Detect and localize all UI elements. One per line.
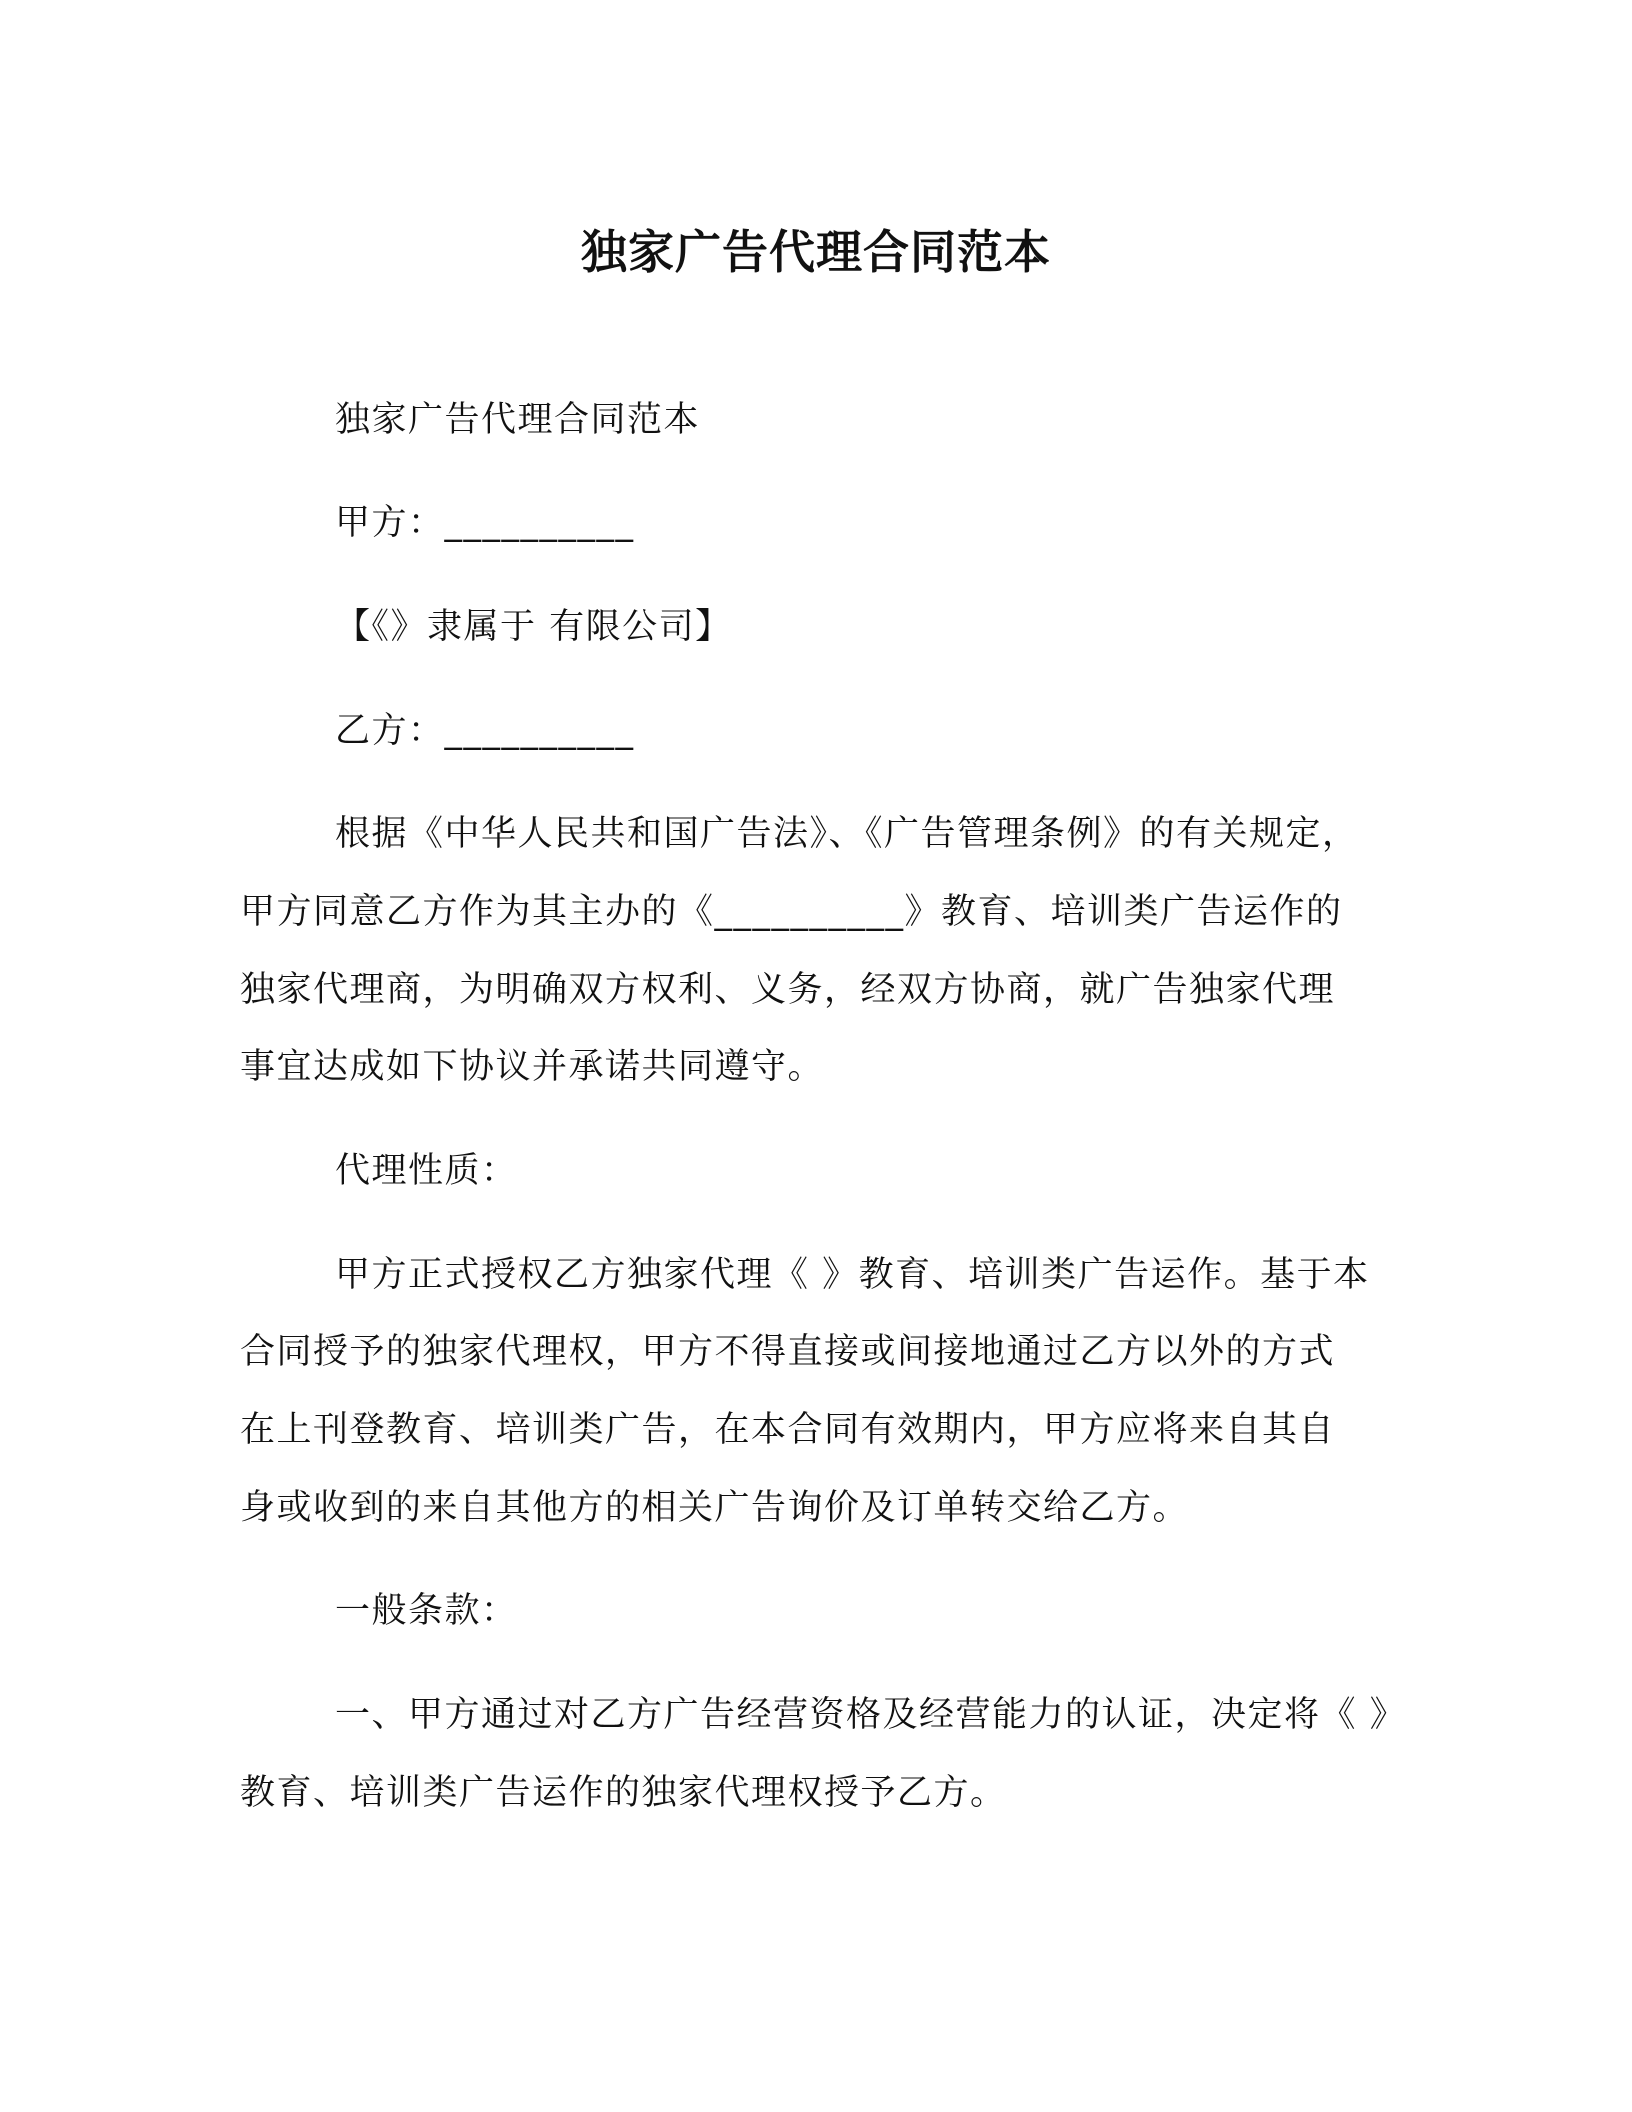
document-subtitle: 独家广告代理合同范本: [335, 400, 701, 440]
party-b-line: 乙方：__________: [335, 711, 635, 751]
document-title: 独家广告代理合同范本: [581, 225, 1051, 279]
nature-paragraph-line: 在上刊登教育、培训类广告，在本合同有效期内，甲方应将来自其自: [240, 1410, 1336, 1450]
nature-paragraph-line: 合同授予的独家代理权，甲方不得直接或间接地通过乙方以外的方式: [240, 1332, 1336, 1372]
preamble-line: 事宜达成如下协议并承诺共同遵守。: [240, 1047, 825, 1087]
preamble-line: 根据《中华人民共和国广告法》、《广告管理条例》的有关规定，: [335, 814, 1359, 854]
general-terms-heading: 一般条款：: [335, 1591, 518, 1631]
nature-heading: 代理性质：: [335, 1151, 518, 1191]
party-a-line: 甲方：__________: [335, 503, 635, 543]
clause-line: 一、甲方通过对乙方广告经营资格及经营能力的认证，决定将《 》: [335, 1695, 1407, 1735]
preamble-line: 独家代理商，为明确双方权利、义务，经双方协商，就广告独家代理: [240, 970, 1336, 1010]
nature-paragraph-line: 甲方正式授权乙方独家代理《 》教育、培训类广告运作。基于本: [335, 1255, 1370, 1295]
nature-paragraph-line: 身或收到的来自其他方的相关广告询价及订单转交给乙方。: [240, 1488, 1190, 1528]
preamble-line: 甲方同意乙方作为其主办的《__________》教育、培训类广告运作的: [240, 892, 1343, 932]
affiliation-note: 【《》隶属于 有限公司】: [335, 607, 732, 647]
clause-line: 教育、培训类广告运作的独家代理权授予乙方。: [240, 1773, 1007, 1813]
